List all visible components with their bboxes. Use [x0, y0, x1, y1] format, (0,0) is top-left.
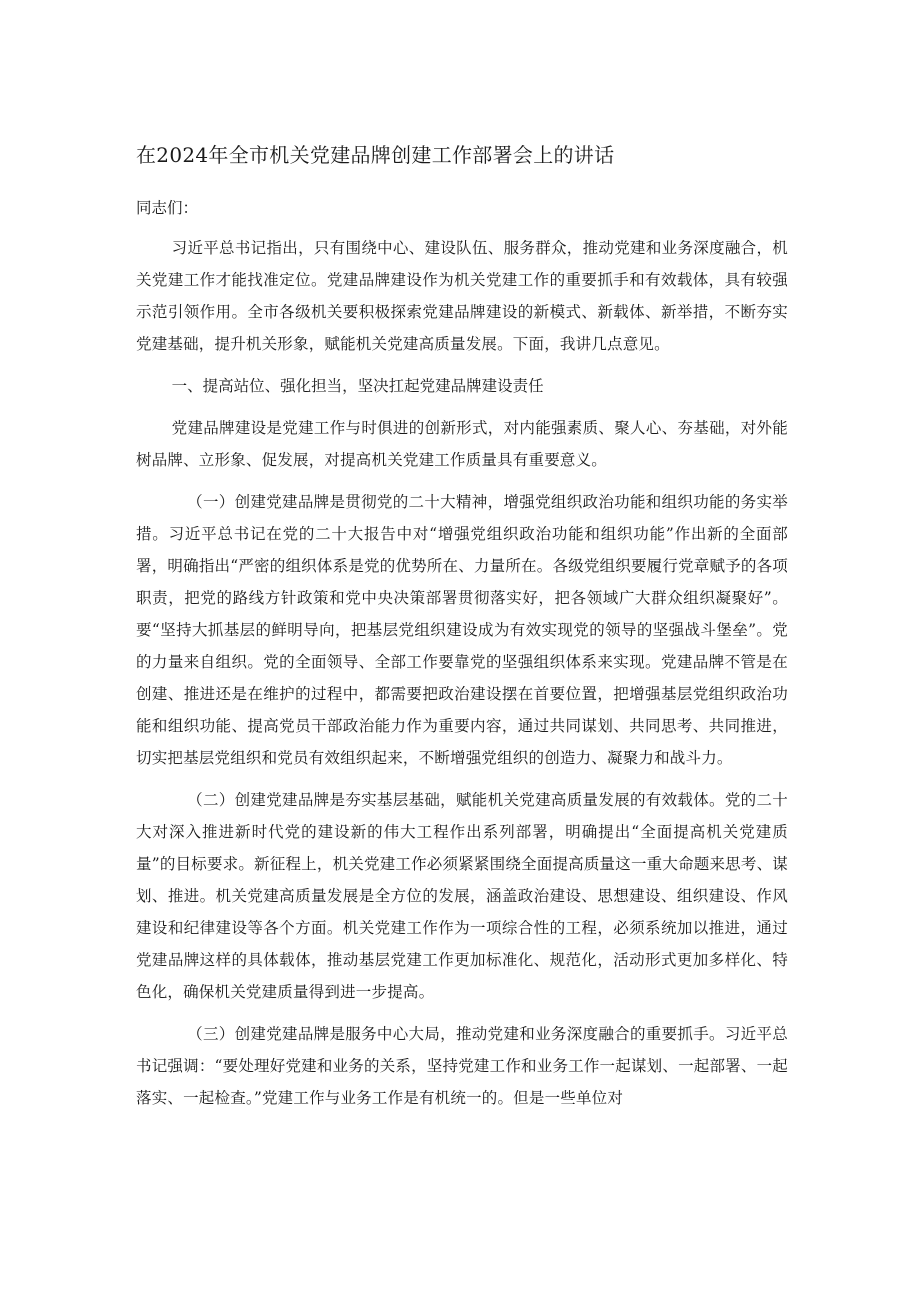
point-2-paragraph: （二）创建党建品牌是夯实基层基础，赋能机关党建高质量发展的有效载体。党的二十大对深入推进新时代党的建设新的伟大工程作出系列部署，明确提出“全面提高机关党建质量”的目标要求。新征程上，机关党建工作必须紧紧围绕全面提高质量这一重大命题来思考、谋划、推进。机关党建高质量发展是全方位的发展，涵盖政治建设、思想建设、组织建设、作风建设和纪律建设等各个方面。机关党建工作作为一项综合性的工程，必须系统加以推进，通过党建品牌这样的具体载体，推动基层党建工作更加标准化、规范化，活动形式更加多样化、特色化，确保机关党建质量得到进一步提高。: [136, 791, 788, 1001]
section-heading-1: 一、提高站位、强化担当，坚决扛起党建品牌建设责任: [171, 377, 544, 395]
salutation: 同志们：: [136, 199, 199, 217]
document-title: 在2024年全市机关党建品牌创建工作部署会上的讲话: [136, 143, 615, 167]
point-3-paragraph: （三）创建党建品牌是服务中心大局，推动党建和业务深度融合的重要抓手。习近平总书记强调：“要处理好党建和业务的关系，坚持党建工作和业务工作一起谋划、一起部署、一起落实、一起检查。”党建工作与业务工作是有机统一的。但是一些单位对: [136, 1025, 788, 1107]
document-page: [136, 140, 788, 1124]
intro-paragraph: 习近平总书记指出，只有围绕中心、建设队伍、服务群众，推动党建和业务深度融合，机关党建工作才能找准定位。党建品牌建设作为机关党建工作的重要抓手和有效载体，具有较强示范引领作用。全市各级机关要积极探索党建品牌建设的新模式、新载体、新举措，不断夯实党建基础，提升机关形象，赋能机关党建高质量发展。下面，我讲几点意见。: [136, 239, 788, 353]
point-1-paragraph: （一）创建党建品牌是贯彻党的二十大精神，增强党组织政治功能和组织功能的务实举措。习近平总书记在党的二十大报告中对“增强党组织政治功能和组织功能”作出新的全面部署，明确指出“严密的组织体系是党的优势所在、力量所在。各级党组织要履行党章赋予的各项职责，把党的路线方针政策和党中央决策部署贯彻落实好，把各领域广大群众组织凝聚好”。要“坚持大抓基层的鲜明导向，把基层党组织建设成为有效实现党的领导的坚强战斗堡垒”。党的力量来自组织。党的全面领导、全部工作要靠党的坚强组织体系来实现。党建品牌不管是在创建、推进还是在维护的过程中，都需要把政治建设摆在首要位置，把增强基层党组织政治功能和组织功能、提高党员干部政治能力作为重要内容，通过共同谋划、共同思考、共同推进，切实把基层党组织和党员有效组织起来，不断增强党组织的创造力、凝聚力和战斗力。: [136, 493, 788, 767]
section1-lead-paragraph: 党建品牌建设是党建工作与时俱进的创新形式，对内能强素质、聚人心、夯基础，对外能树品牌、立形象、促发展，对提高机关党建工作质量具有重要意义。: [136, 419, 788, 469]
